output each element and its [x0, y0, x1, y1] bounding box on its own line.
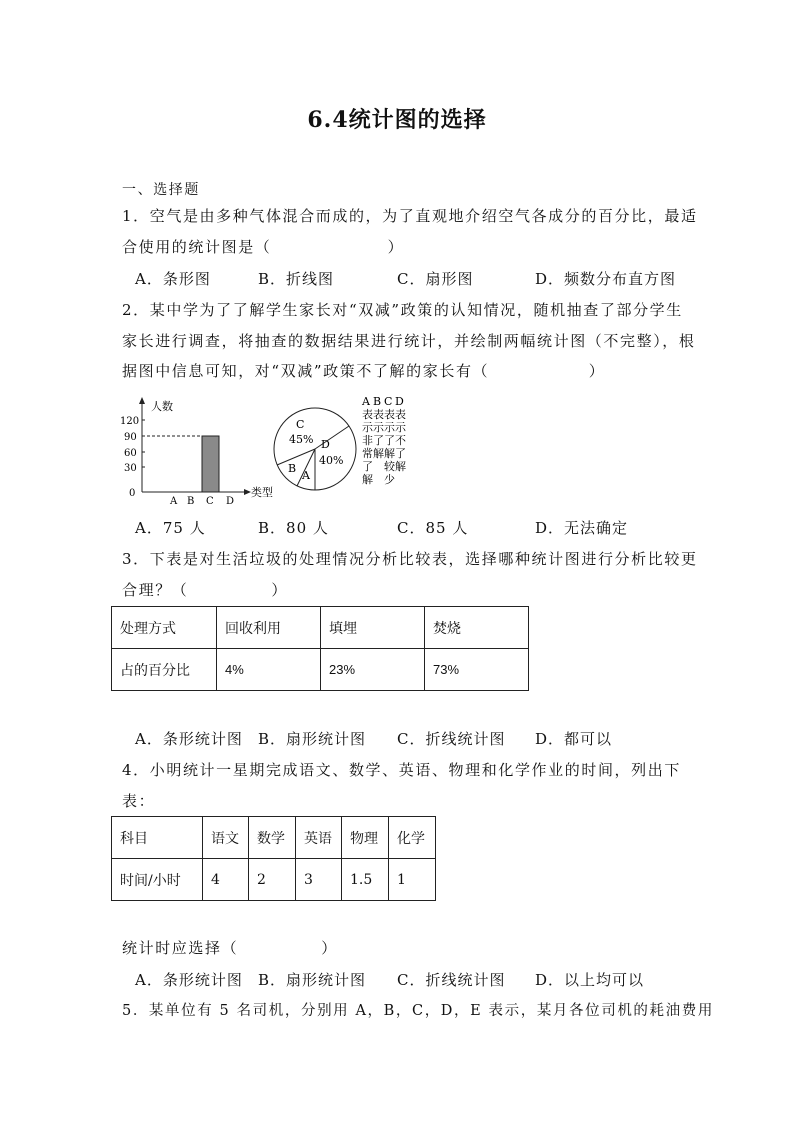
- q3-option-d: D．都可以: [535, 730, 613, 748]
- bar-chart: [120, 397, 273, 505]
- q2-line1: 2．某中学为了了解学生家长对“双减”政策的认知情况，随机抽查了部分学生: [122, 301, 683, 319]
- q4-option-a: A．条形统计图: [135, 971, 243, 989]
- q4-table-cell: 2: [249, 859, 296, 901]
- page-title: 6.4统计图的选择: [307, 107, 487, 133]
- q3-table-cell: 填埋: [321, 607, 425, 649]
- q4-table-header-row: [112, 817, 436, 859]
- q5-line1: 5．某单位有 5 名司机，分别用 A，B，C，D，E 表示，某月各位司机的耗油费用: [122, 1003, 714, 1019]
- legend-entry-a: A 表示非常了解: [362, 395, 373, 486]
- q4-table-cell: 语文: [203, 817, 249, 859]
- pie-label-d-percent: 40%: [319, 454, 344, 467]
- legend-entry-d: D 表示不了解: [395, 395, 406, 473]
- q2-option-c: C．85 人: [397, 519, 469, 537]
- q4-table-data-row: [112, 859, 436, 901]
- q3-line2: 合理？（ ）: [122, 581, 289, 599]
- q3-table-cell: 占的百分比: [112, 649, 217, 691]
- x-category-a: A: [170, 496, 178, 505]
- q3-table-cell: 23%: [321, 649, 425, 691]
- q3-option-a: A．条形统计图: [135, 730, 243, 748]
- q4-line2: 表：: [122, 792, 156, 810]
- y-tick-60: 60: [124, 448, 137, 459]
- q3-line1: 3．下表是对生活垃圾的处理情况分析比较表，选择哪种统计图进行分析比较更: [122, 550, 698, 568]
- bar-c: [202, 436, 219, 492]
- q1-option-b: B．折线图: [258, 270, 335, 288]
- q3-table-data-row: [112, 649, 529, 691]
- x-axis-arrow-icon: [244, 489, 251, 495]
- legend-entry-c: C 表示了解较少: [384, 395, 395, 486]
- q3-table-cell: 处理方式: [112, 607, 217, 649]
- q3-table-cell: 73%: [425, 649, 529, 691]
- q4-table-cell: 物理: [342, 817, 389, 859]
- q2-figure: [120, 395, 425, 505]
- q4-stem: 统计时应选择（ ）: [122, 939, 338, 957]
- q4-option-c: C．折线统计图: [397, 971, 506, 989]
- section-heading: 一、选择题: [122, 182, 200, 198]
- x-category-d: D: [226, 496, 235, 505]
- q4-table-cell: 1.5: [342, 859, 389, 901]
- q2-line2: 家长进行调查，将抽查的数据结果进行统计，并绘制两幅统计图（不完整），根: [122, 332, 696, 350]
- q4-table-cell: 数学: [249, 817, 296, 859]
- q3-table-cell: 焚烧: [425, 607, 529, 649]
- q2-line3: 据图中信息可知，对“双减”政策不了解的家长有（ ）: [122, 362, 606, 380]
- pie-label-c-percent: 45%: [289, 433, 314, 446]
- q3-table-cell: 4%: [217, 649, 321, 691]
- q4-option-b: B．扇形统计图: [258, 971, 367, 989]
- q1-option-c: C．扇形图: [397, 270, 474, 288]
- legend-entry-b: B 表示了解: [373, 395, 384, 460]
- q3-table: [111, 606, 529, 691]
- pie-label-b: B: [288, 462, 297, 475]
- pie-chart: [274, 408, 356, 490]
- q1-line1: 1．空气是由多种气体混合而成的，为了直观地介绍空气各成分的百分比，最适: [122, 207, 698, 225]
- q4-option-d: D．以上均可以: [535, 971, 645, 989]
- x-category-c: C: [206, 496, 214, 505]
- q1-option-a: A．条形图: [135, 270, 211, 288]
- x-axis-label: 类型: [251, 486, 273, 499]
- y-tick-30: 30: [124, 463, 137, 474]
- q2-option-d: D．无法确定: [535, 519, 629, 537]
- q4-table: [111, 816, 436, 901]
- q4-table-cell: 时间/小时: [112, 859, 203, 901]
- q3-table-cell: 回收利用: [217, 607, 321, 649]
- pie-legend: [361, 395, 407, 486]
- q2-option-b: B．80 人: [258, 519, 329, 537]
- q4-table-cell: 化学: [389, 817, 436, 859]
- q3-table-header-row: [112, 607, 529, 649]
- x-category-b: B: [187, 496, 195, 505]
- q4-table-cell: 科目: [112, 817, 203, 859]
- y-axis-arrow-icon: [139, 397, 145, 404]
- q4-line1: 4．小明统计一星期完成语文、数学、英语、物理和化学作业的时间，列出下: [122, 761, 681, 779]
- q3-option-c: C．折线统计图: [397, 730, 506, 748]
- y-axis-label: 人数: [151, 400, 173, 413]
- q1-line2: 合使用的统计图是（ ）: [122, 238, 405, 256]
- pie-label-c: C: [296, 418, 305, 431]
- q1-option-d: D．频数分布直方图: [535, 270, 677, 288]
- q4-table-cell: 3: [296, 859, 342, 901]
- q4-table-cell: 英语: [296, 817, 342, 859]
- q3-option-b: B．扇形统计图: [258, 730, 367, 748]
- q2-option-a: A．75 人: [135, 519, 206, 537]
- y-tick-90: 90: [124, 432, 137, 443]
- pie-label-d: D: [321, 438, 330, 451]
- pie-label-a: A: [302, 469, 310, 482]
- y-tick-120: 120: [120, 416, 140, 427]
- q4-table-cell: 4: [203, 859, 249, 901]
- q4-table-cell: 1: [389, 859, 436, 901]
- y-tick-0: 0: [129, 488, 136, 499]
